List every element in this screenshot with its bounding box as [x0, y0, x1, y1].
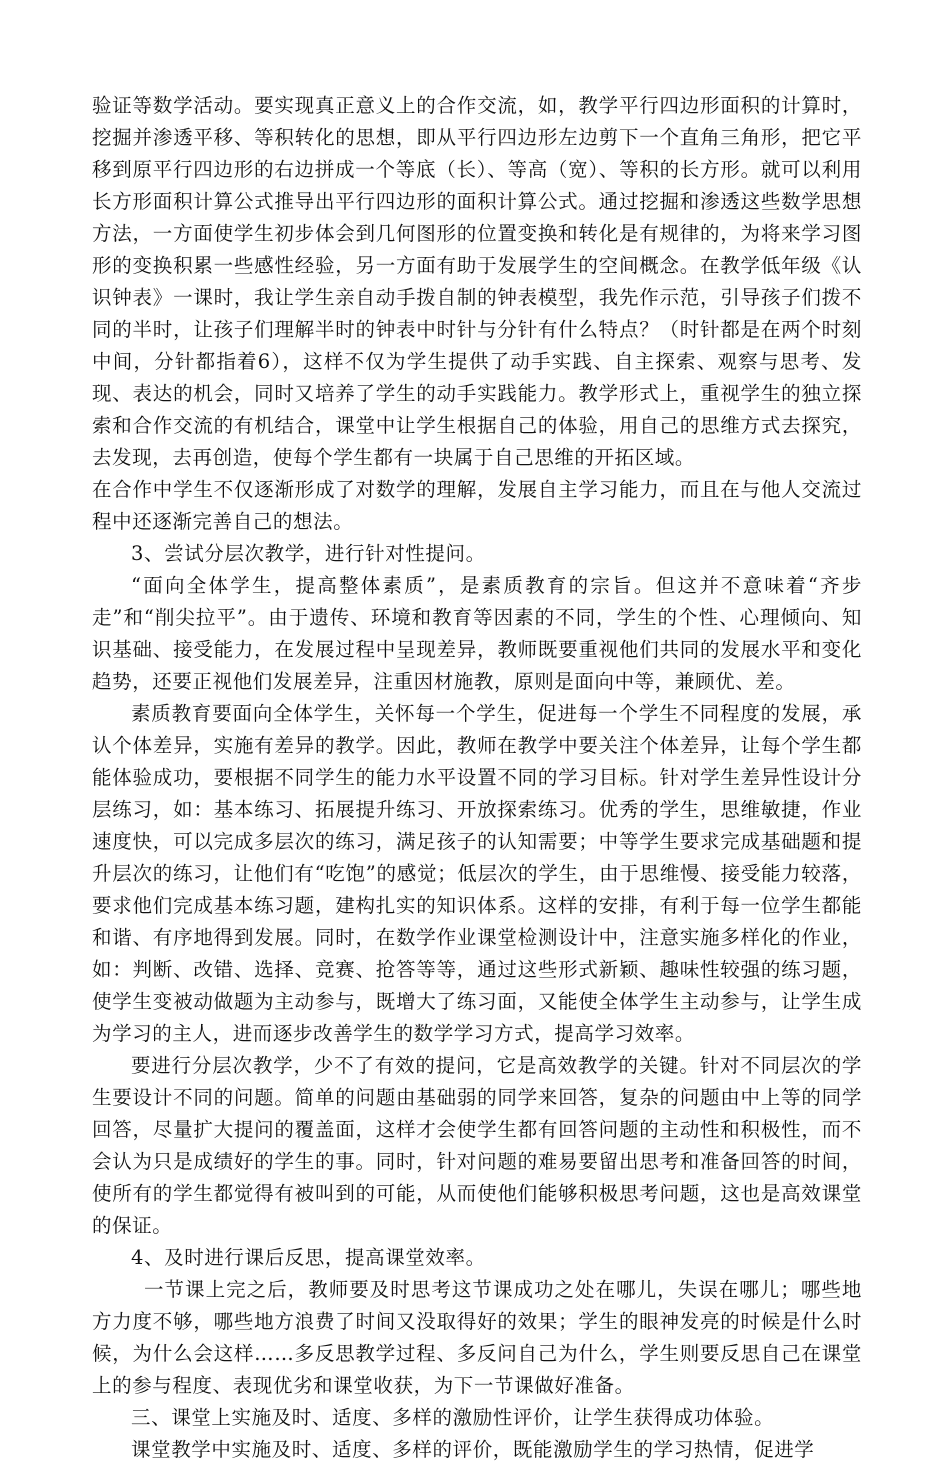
paragraph-2: 在合作中学生不仅逐渐形成了对数学的理解，发展自主学习能力，而且在与他人交流过程中还逐渐完善自己的想法。: [92, 478, 862, 533]
section-heading-3: 3、尝试分层次教学，进行针对性提问。: [131, 542, 486, 565]
paragraph-1: 验证等数学活动。要实现真正意义上的合作交流，如，教学平行四边形面积的计算时，挖掘并渗透平移、等积转化的思想，即从平行四边形左边剪下一个直角三角形，把它平移到原平行四边形的右边拼成一个等底（长）、等高（宽）、等积的长方形。就可以利用长方形面积计算公式推导出平行四边形的面积计算公式。通过挖掘和渗透这些数学思想方法，一方面使学生初步体会到几何图形的位置变换和转化是有规律的，为将来学习图形的变换积累一些感性经验，另一方面有助于发展学生的空间概念。在教学低年级《认识钟表》一课时，我让学生亲自动手拨自制的钟表模型，我先作示范，引导孩子们拨不同的半时，让孩子们理解半时的钟表中时针与分针有什么特点？（时针都是在两个时刻中间，分针都指着6），这样不仅为学生提供了动手实践、自主探索、观察与思考、发现、表达的机会，同时又培养了学生的动手实践能力。教学形式上，重视学生的独立探索和合作交流的有机结合，课堂中让学生根据自己的体验，用自己的思维方式去探究，去发现，去再创造，使每个学生都有一块属于自己思维的开拓区域。: [92, 94, 862, 469]
paragraph-7: 课堂教学中实施及时、适度、多样的评价，既能激励学生的学习热情，促进学: [131, 1438, 815, 1461]
paragraph-6: 一节课上完之后，教师要及时思考这节课成功之处在哪儿，失误在哪儿；哪些地方力度不够，哪些地方浪费了时间又没取得好的效果；学生的眼神发亮的时候是什么时候，为什么会这样……多反思教学过程、多反问自己为什么，学生则要反思自己在课堂上的参与程度、表现优劣和课堂收获，为下一节课做好准备。: [92, 1278, 862, 1397]
paragraph-4: 素质教育要面向全体学生，关怀每一个学生，促进每一个学生不同程度的发展，承认个体差异，实施有差异的教学。因此，教师在教学中要关注个体差异，让每个学生都能体验成功，要根据不同学生的能力水平设置不同的学习目标。针对学生差异性设计分层练习，如：基本练习、拓展提升练习、开放探索练习。优秀的学生，思维敏捷，作业速度快，可以完成多层次的练习，满足孩子的认知需要；中等学生要求完成基础题和提升层次的练习，让他们有“吃饱”的感觉；低层次的学生，由于思维慢、接受能力较落，要求他们完成基本练习题，建构扎实的知识体系。这样的安排，有利于每一位学生都能和谐、有序地得到发展。同时，在数学作业课堂检测设计中，注意实施多样化的作业，如：判断、改错、选择、竞赛、抢答等等，通过这些形式新颖、趣味性较强的练习题，使学生变被动做题为主动参与，既增大了练习面，又能使全体学生主动参与，让学生成为学习的主人，进而逐步改善学生的数学学习方式，提高学习效率。: [92, 702, 862, 1045]
paragraph-3: “面向全体学生，提高整体素质”，是素质教育的宗旨。但这并不意味着“齐步走”和“削尖拉平”。由于遗传、环境和教育等因素的不同，学生的个性、心理倾向、知识基础、接受能力，在发展过程中呈现差异，教师既要重视他们共同的发展水平和变化趋势，还要正视他们发展差异，注重因材施教，原则是面向中等，兼顾优、差。: [92, 574, 862, 693]
section-heading-4: 4、及时进行课后反思，提高课堂效率。: [131, 1246, 486, 1269]
paragraph-5: 要进行分层次教学，少不了有效的提问，它是高效教学的关键。针对不同层次的学生要设计不同的问题。简单的问题由基础弱的同学来回答，复杂的问题由中上等的同学回答，尽量扩大提问的覆盖面，这样才会使学生都有回答问题的主动性和积极性，而不会认为只是成绩好的学生的事。同时，针对问题的难易要留出思考和准备回答的时间，使所有的学生都觉得有被叫到的可能，从而使他们能够积极思考问题，这也是高效课堂的保证。: [92, 1054, 862, 1237]
section-heading-three: 三、课堂上实施及时、适度、多样的激励性评价，让学生获得成功体验。: [131, 1406, 775, 1429]
document-body: [92, 90, 862, 1466]
